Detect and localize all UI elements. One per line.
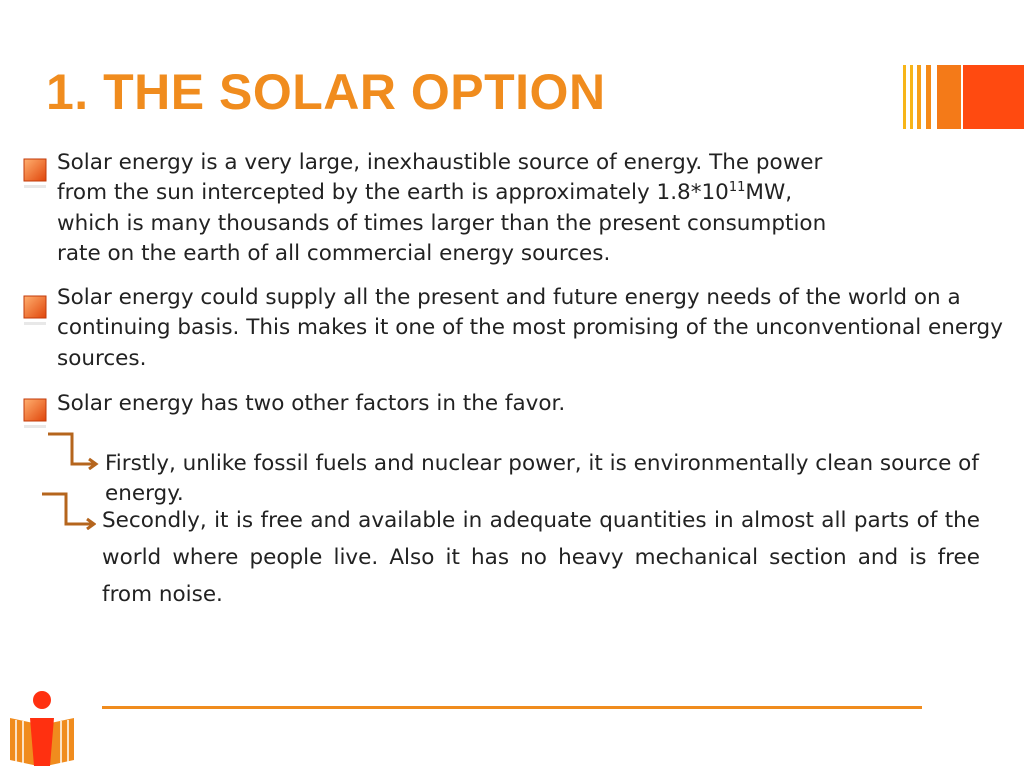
slide-title: 1. THE SOLAR OPTION: [46, 64, 606, 120]
bullet-two-factors: Solar energy has two other factors in the favor.: [57, 391, 566, 416]
bullet-line: [57, 178, 1002, 208]
bullet-line: which is many thousands of times larger than the present consumption: [57, 210, 827, 236]
footer-divider: [102, 706, 922, 709]
bullet-line: rate on the earth of all commercial energy sources.: [57, 241, 611, 267]
bullet-solar-energy-supply: Solar energy could supply all the present and future energy needs of the world on a continuing basis. This makes it one of the most promising of the unconventional energy sources.: [57, 285, 1003, 371]
book-figure-logo: [6, 688, 78, 768]
orange-square-bullet-icon: [18, 292, 48, 328]
bullet-solar-energy-source: [57, 148, 1002, 270]
elbow-arrow-icon: [40, 490, 96, 530]
bullet-line: Solar energy is a very large, inexhaustible source of energy. The power: [57, 150, 823, 175]
bullet-line-text: from the sun intercepted by the earth is approximately 1.8*10: [57, 180, 729, 206]
unit-text: MW,: [745, 180, 793, 206]
sub-point-firstly: Firstly, unlike fossil fuels and nuclear power, it is environmentally clean source of energy.: [105, 451, 979, 506]
orange-square-bullet-icon: [18, 395, 48, 431]
orange-square-bullet-icon: [18, 155, 48, 191]
sub-point-secondly: Secondly, it is free and available in adequate quantities in almost all parts of the world where people live. Also it has no heavy mechanical section and is free from noise.: [102, 508, 980, 607]
elbow-arrow-icon: [46, 430, 102, 470]
exponent: 11: [728, 180, 746, 196]
corner-bars-decoration: [903, 65, 1024, 129]
